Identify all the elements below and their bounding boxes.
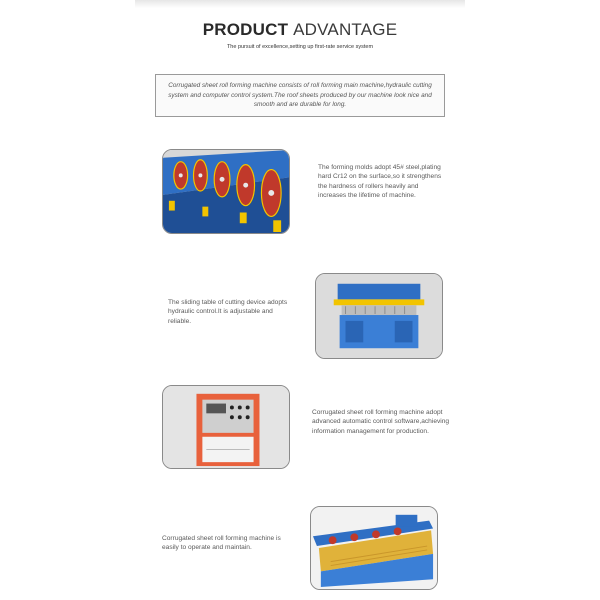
feature-2-text: The sliding table of cutting device adopts hydraulic control.It is adjustable and reliable. bbox=[168, 299, 288, 325]
hydraulic-cutter-photo bbox=[315, 273, 443, 359]
page-title bbox=[0, 20, 600, 40]
roll-forming-machine-photo bbox=[310, 506, 438, 590]
intro-box: Corrugated sheet roll forming machine consists of roll forming main machine,hydraulic cutting system and computer control system.The roof sheets produced by our machine look nice and smooth and are durable for long. bbox=[155, 74, 445, 117]
page-subtitle: The pursuit of excellence,setting up first-rate service system bbox=[226, 44, 374, 50]
feature-3-text: Corrugated sheet roll forming machine adopt advanced automatic control software,achieving information management for production. bbox=[312, 409, 450, 435]
top-shadow-bar bbox=[135, 0, 465, 8]
title-light: ADVANTAGE bbox=[293, 20, 398, 39]
forming-rollers-photo bbox=[162, 149, 290, 234]
feature-1-text: The forming molds adopt 45# steel,plating hard Cr12 on the surface,so it strengthens the hardness of rollers heavily and increases the lifetime of machine. bbox=[318, 164, 442, 200]
title-bold: PRODUCT bbox=[202, 20, 289, 39]
control-cabinet-photo bbox=[162, 385, 290, 469]
feature-4-text: Corrugated sheet roll forming machine is easily to operate and maintain. bbox=[162, 535, 281, 552]
